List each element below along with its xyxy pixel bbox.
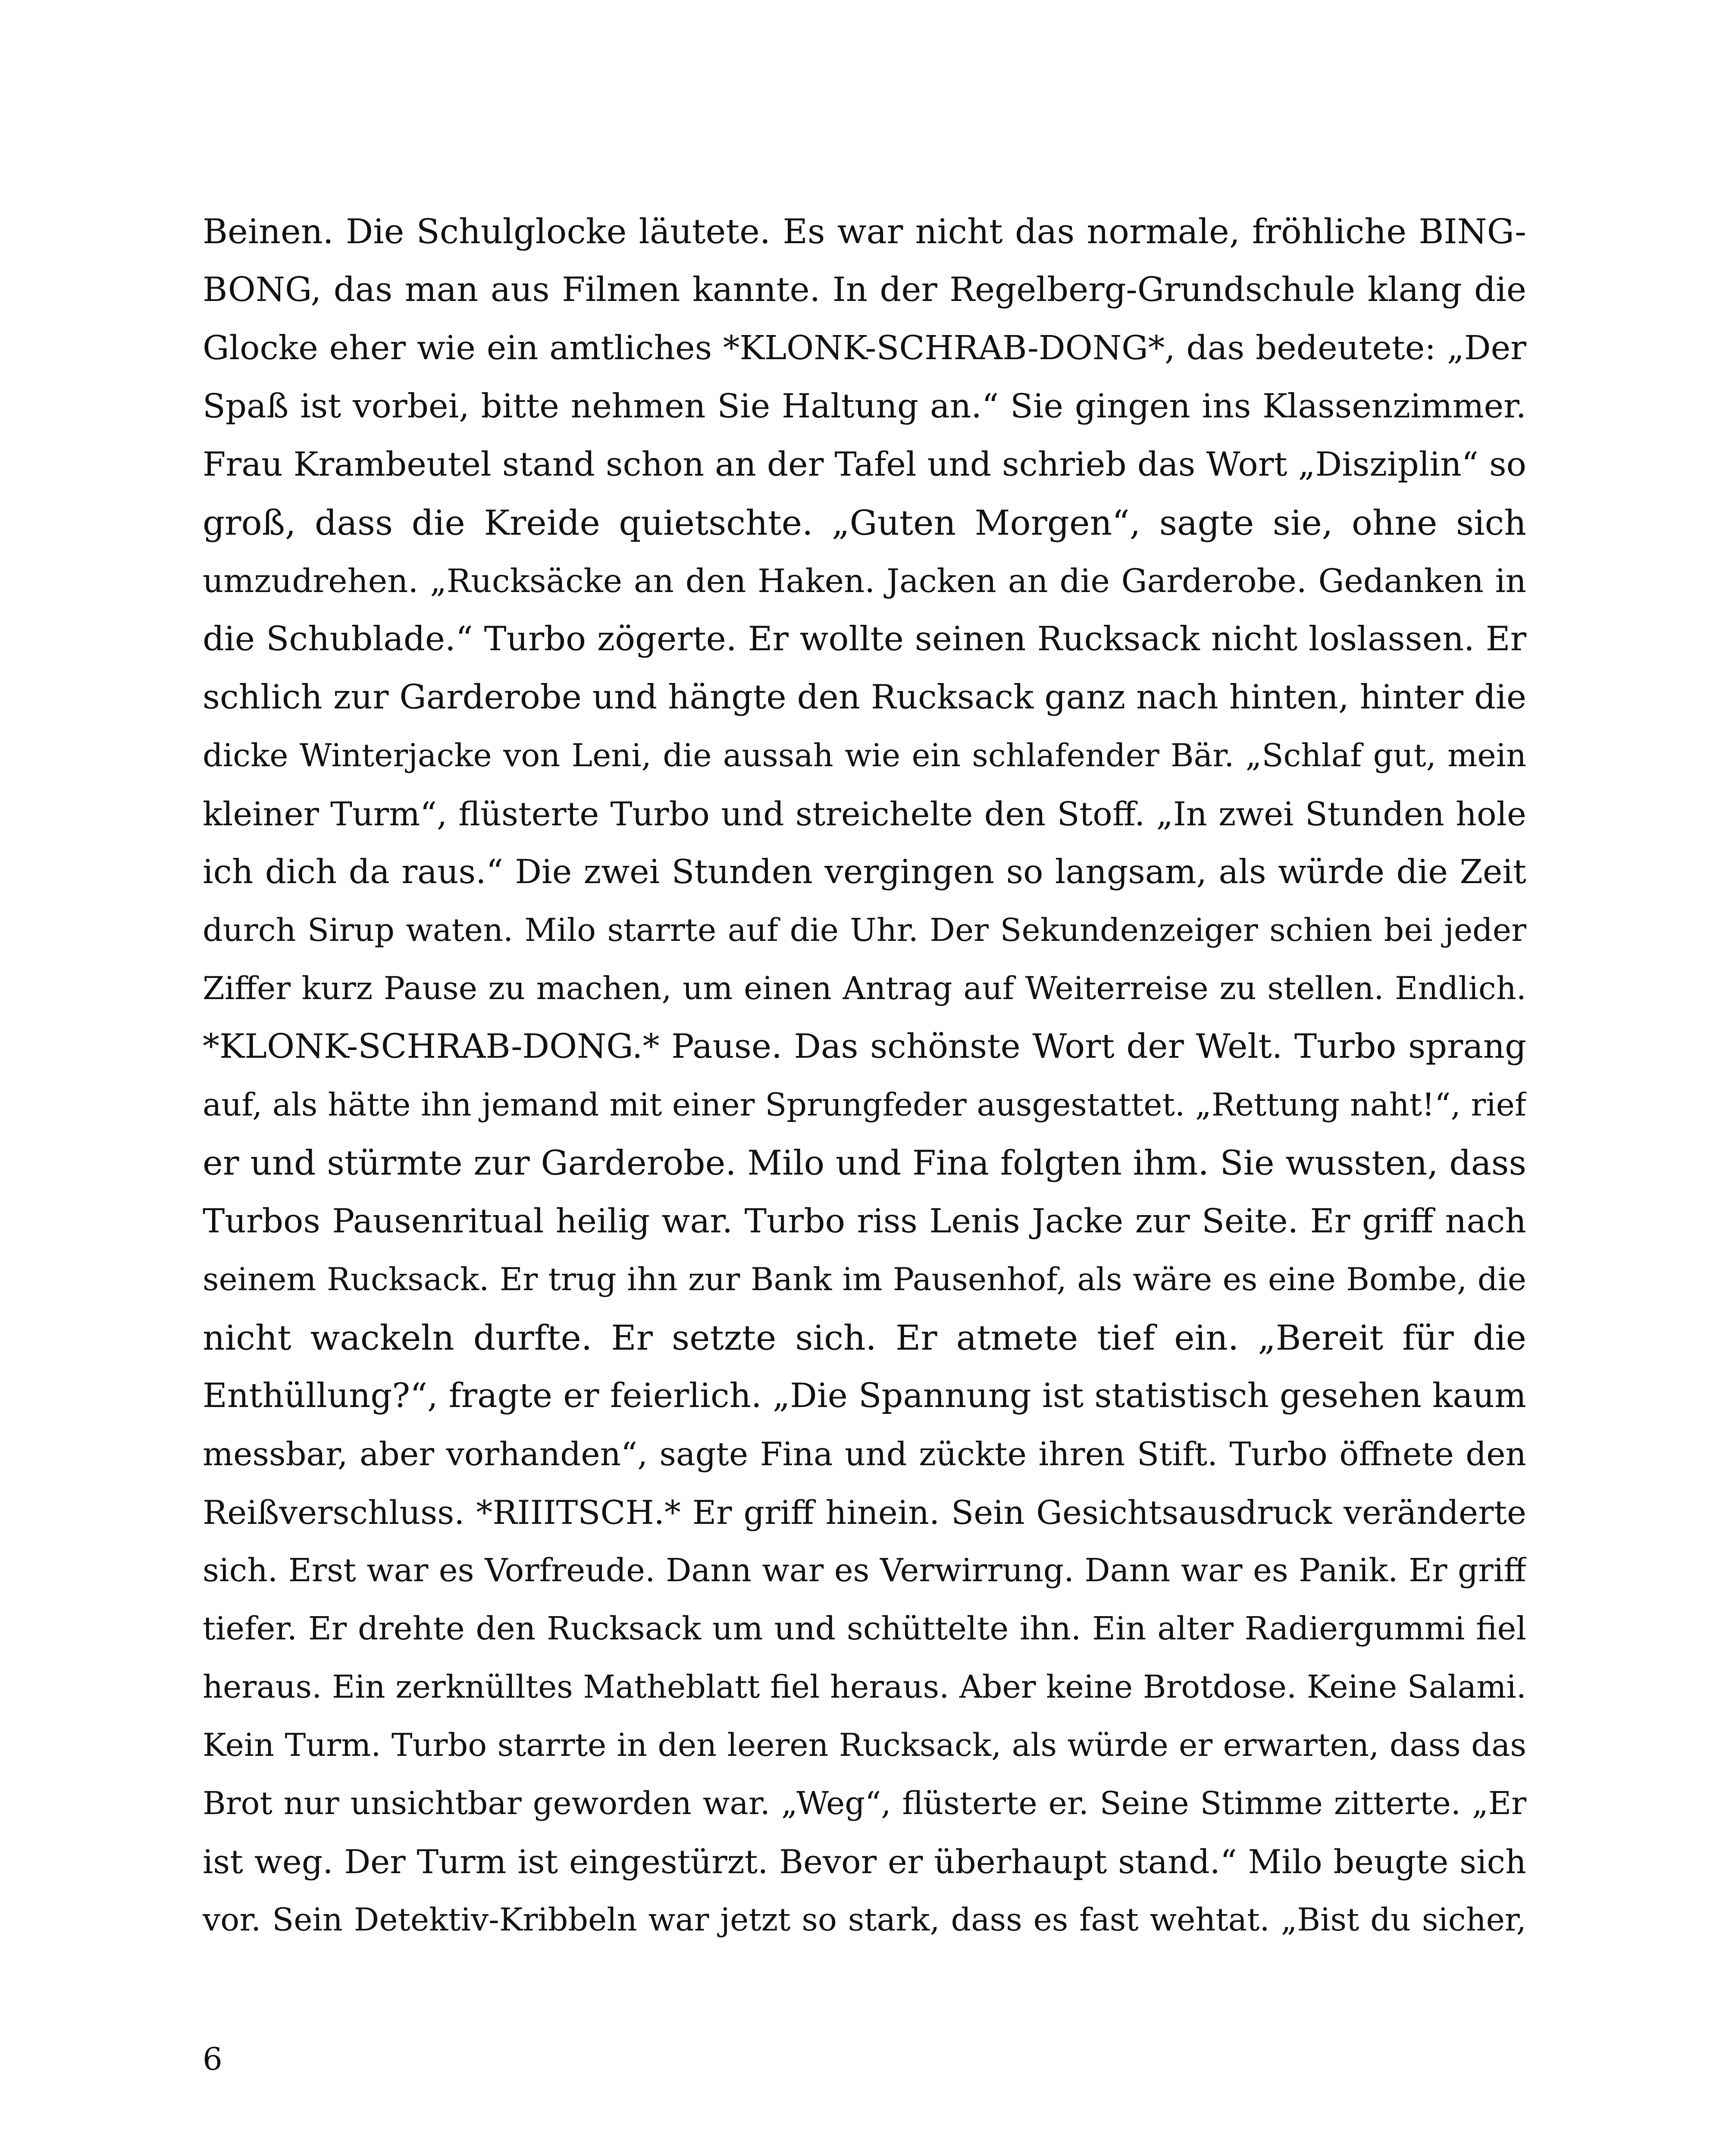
text-line: BONG, das man aus Filmen kannte. In der Regelberg-Grundschule klang die: [203, 270, 1526, 309]
text-line: Frau Krambeutel stand schon an der Tafel und schrieb das Wort „Disziplin“ so: [203, 445, 1526, 484]
text-line: Reißverschluss. *RIIITSCH.* Er griff hinein. Sein Gesichtsausdruck veränderte: [203, 1493, 1526, 1532]
text-line: Beinen. Die Schulglocke läutete. Es war nicht das normale, fröhliche BING-: [203, 212, 1526, 251]
text-line: vor. Sein Detektiv-Kribbeln war jetzt so stark, dass es fast wehtat. „Bist du sicher,: [203, 1902, 1526, 1938]
text-line: schlich zur Garderobe und hängte den Rucksack ganz nach hinten, hinter die: [203, 678, 1526, 717]
page-number: 6: [203, 2041, 222, 2077]
text-line: ich dich da raus.“ Die zwei Stunden vergingen so langsam, als würde die Zeit: [203, 853, 1526, 891]
text-line: nicht wackeln durfte. Er setzte sich. Er atmete tief ein. „Bereit für die: [203, 1318, 1526, 1358]
text-line: *KLONK-SCHRAB-DONG.* Pause. Das schönste Wort der Welt. Turbo sprang: [203, 1027, 1526, 1066]
text-line: dicke Winterjacke von Leni, die aussah wie ein schlafender Bär. „Schlaf gut, mein: [203, 737, 1526, 774]
text-line: Kein Turm. Turbo starrte in den leeren Rucksack, als würde er erwarten, dass das: [203, 1727, 1526, 1764]
text-line: auf, als hätte ihn jemand mit einer Sprungfeder ausgestattet. „Rettung naht!“, rief: [203, 1087, 1526, 1123]
text-line: er und stürmte zur Garderobe. Milo und Fina folgten ihm. Sie wussten, dass: [203, 1143, 1526, 1183]
text-line: sich. Erst war es Vorfreude. Dann war es Verwirrung. Dann war es Panik. Er griff: [203, 1552, 1526, 1589]
text-line: ist weg. Der Turm ist eingestürzt. Bevor er überhaupt stand.“ Milo beugte sich: [203, 1843, 1526, 1881]
text-line: durch Sirup waten. Milo starrte auf die Uhr. Der Sekundenzeiger schien bei jeder: [203, 912, 1526, 949]
text-line: groß, dass die Kreide quietschte. „Guten Morgen“, sagte sie, ohne sich: [203, 503, 1526, 543]
text-line: Turbos Pausenritual heilig war. Turbo riss Lenis Jacke zur Seite. Er griff nach: [203, 1202, 1526, 1241]
text-line: kleiner Turm“, flüsterte Turbo und streichelte den Stoff. „In zwei Stunden hole: [203, 795, 1526, 833]
text-line: Glocke eher wie ein amtliches *KLONK-SCHRAB-DONG*, das bedeutete: „Der: [203, 329, 1526, 367]
text-line: heraus. Ein zerknülltes Matheblatt fiel heraus. Aber keine Brotdose. Keine Salami.: [203, 1669, 1526, 1705]
text-line: Ziffer kurz Pause zu machen, um einen Antrag auf Weiterreise zu stellen. Endlich.: [203, 970, 1526, 1007]
body-text: [203, 203, 1526, 1966]
text-line: Enthüllung?“, fragte er feierlich. „Die Spannung ist statistisch gesehen kaum: [203, 1376, 1526, 1415]
text-line: Brot nur unsichtbar geworden war. „Weg“, flüsterte er. Seine Stimme zitterte. „Er: [203, 1785, 1526, 1822]
text-line: tiefer. Er drehte den Rucksack um und schüttelte ihn. Ein alter Radiergummi fiel: [203, 1610, 1526, 1647]
text-line: umzudrehen. „Rucksäcke an den Haken. Jacken an die Garderobe. Gedanken in: [203, 562, 1526, 600]
text-line: seinem Rucksack. Er trug ihn zur Bank im Pausenhof, als wäre es eine Bombe, die: [203, 1261, 1526, 1298]
text-line: die Schublade.“ Turbo zögerte. Er wollte seinen Rucksack nicht loslassen. Er: [203, 620, 1526, 658]
text-line: Spaß ist vorbei, bitte nehmen Sie Haltung an.“ Sie gingen ins Klassenzimmer.: [203, 387, 1526, 426]
text-line: messbar, aber vorhanden“, sagte Fina und zückte ihren Stift. Turbo öffnete den: [203, 1435, 1526, 1473]
